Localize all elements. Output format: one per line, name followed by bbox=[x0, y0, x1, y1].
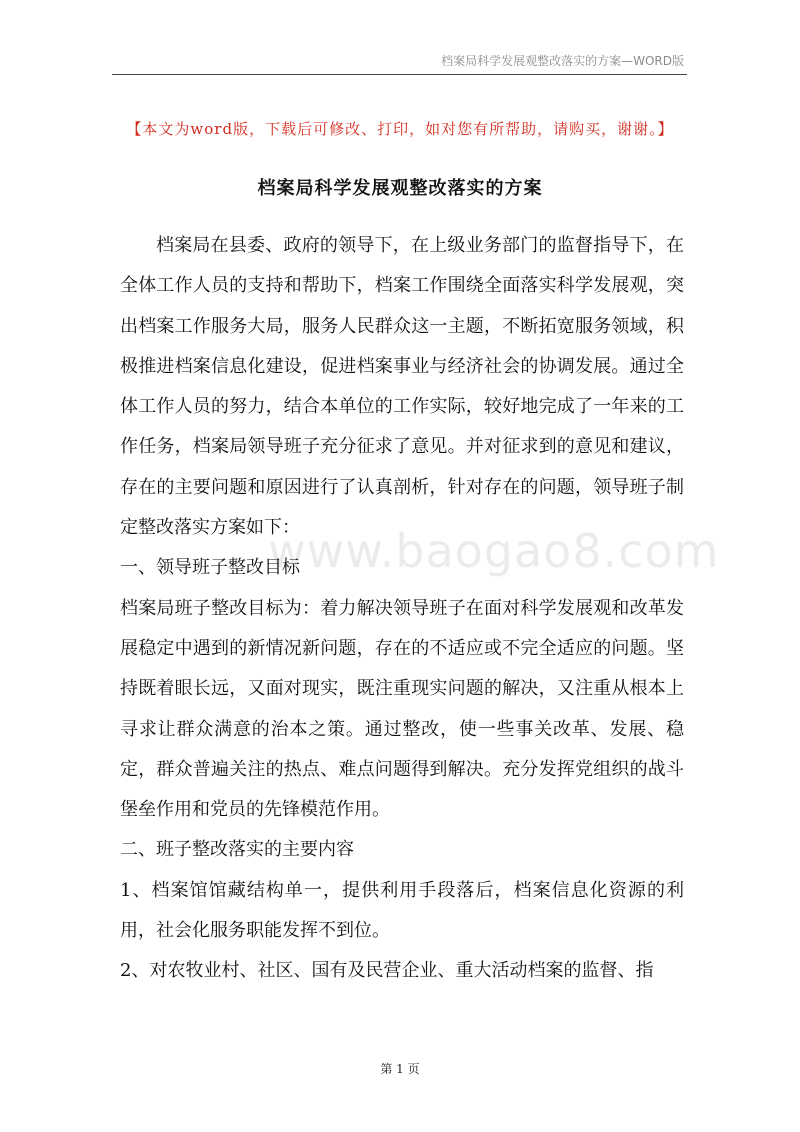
running-header: 档案局科学发展观整改落实的方案—WORD版 bbox=[441, 54, 684, 68]
list-item-1: 1、档案馆馆藏结构单一，提供利用手段落后，档案信息化资源的利用，社会化服务职能发挥不到位。 bbox=[120, 879, 684, 942]
header-divider bbox=[112, 74, 687, 75]
goal-paragraph: 档案局班子整改目标为：着力解决领导班子在面对科学发展观和改革发展稳定中遇到的新情况新问题，存在的不适应或不完全适应的问题。坚持既着眼长远，又面对现实，既注重现实问题的解决，又注重从根本上寻求让群众满意的治本之策。通过整改，使一些事关改革、发展、稳定，群众普遍关注的热点、难点问题得到解决。充分发挥党组织的战斗堡垒作用和党员的先锋模范作用。 bbox=[120, 597, 684, 821]
page-number: 第 1 页 bbox=[380, 1062, 420, 1076]
section-heading-1: 一、领导班子整改目标 bbox=[120, 557, 300, 579]
download-notice: 【本文为word版，下载后可修改、打印，如对您有所帮助，请购买，谢谢。】 bbox=[126, 120, 674, 138]
document-body bbox=[120, 226, 684, 992]
intro-paragraph: 档案局在县委、政府的领导下，在上级业务部门的监督指导下，在全体工作人员的支持和帮助下，档案工作围绕全面落实科学发展观，突出档案工作服务大局，服务人民群众这一主题，不断拓宽服务领域，积极推进档案信息化建设，促进档案事业与经济社会的协调发展。通过全体工作人员的努力，结合本单位的工作实际，较好地完成了一年来的工作任务，档案局领导班子充分征求了意见。并对征求到的意见和建议，存在的主要问题和原因进行了认真剖析，针对存在的问题，领导班子制定整改落实方案如下： bbox=[120, 235, 684, 539]
document-title: 档案局科学发展观整改落实的方案 bbox=[257, 178, 543, 199]
list-item-2: 2、对农牧业村、社区、国有及民营企业、重大活动档案的监督、指 bbox=[120, 960, 654, 982]
watermark: www.baogao8.com bbox=[268, 524, 720, 578]
section-heading-2: 二、班子整改落实的主要内容 bbox=[120, 839, 354, 861]
